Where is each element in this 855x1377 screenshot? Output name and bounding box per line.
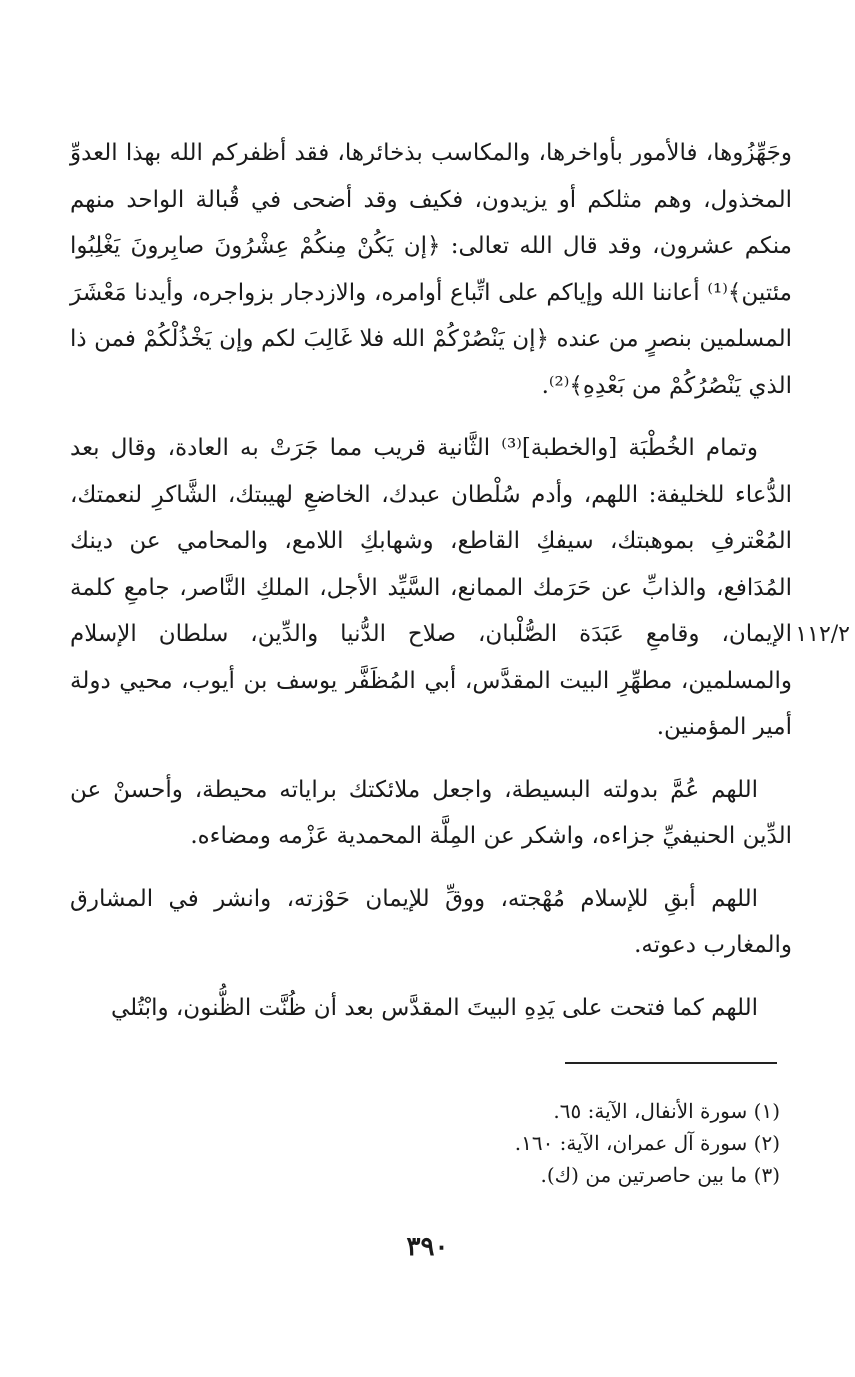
paragraph-2: وتمام الخُطْبَة [والخطبة]⁽³⁾ الثَّانية قريب مما جَرَتْ به العادة، وقال بعد الدُّعاء للخليفة: اللهم، وأدم سُلْطان عبدك، الخاضعِ لهيبتك، الشَّاكرِ لنعمتك، المُعْترفِ بموهبتك، سيفكِ القاطع، وشهابكِ اللامع، والمحامي عن دينك المُدَافع، والذابِّ عن حَرَمك الممانع، السَّيِّد الأجل، الملكِ النَّاصر، جامعِ كلمة الإيمان، وقامعِ عَبَدَة الصُّلْبان، صلاح الدُّنيا والدِّين، سلطان الإسلام والمسلمين، مطهِّرِ البيت المقدَّس، أبي المُظَفَّر يوسف بن أيوب، محيي دولة أمير المؤمنين.	[70, 435, 792, 740]
footnote-2: (٢) سورة آل عمران، الآية: ١٦٠.	[514, 1131, 780, 1155]
footnote-3: (٣) ما بين حاصرتين من (ك).	[540, 1163, 780, 1187]
main-text	[70, 130, 792, 1047]
footnotes	[100, 1095, 780, 1191]
paragraph-1: وجَهِّزُوها، فالأمور بأواخرها، والمكاسب بذخائرها، فقد أظفركم الله بهذا العدوِّ المخذول، وهم مثلكم أو يزيدون، فكيف وقد أضحى في قُبالة الواحد منهم منكم عشرون، وقد قال الله تعالى: ﴿إن يَكُنْ مِنكُمْ عِشْرُونَ صابِرونَ يَغْلِبُوا مئتين﴾⁽¹⁾ أعاننا الله وإياكم على اتِّباع أوامره، والازدجار بزواجره، وأيدنا مَعْشَرَ المسلمين بنصرٍ من عنده ﴿إن يَنْصُرْكُمْ الله فلا غَالِبَ لكم وإن يَخْذُلْكُمْ فمن ذا الذي يَنْصُرُكُمْ من بَعْدِهِ﴾⁽²⁾.	[70, 140, 792, 399]
margin-volume-page-note: ١١٢/٢	[795, 622, 850, 647]
page-number: ٣٩٠	[406, 1232, 449, 1262]
paragraph-3: اللهم عُمَّ بدولته البسيطة، واجعل ملائكتك براياته محيطة، وأحسنْ عن الدِّين الحنيفيِّ جزاءه، واشكر عن المِلَّة المحمدية عَزْمه ومضاءه.	[70, 776, 792, 849]
footnote-separator	[565, 1062, 777, 1064]
paragraph-5: اللهم كما فتحت على يَدِهِ البيتَ المقدَّس بعد أن ظُنَّت الظُّنون، وابْتُلي	[110, 994, 758, 1021]
paragraph-4: اللهم أبقِ للإسلام مُهْجته، ووقِّ للإيمان حَوْزته، وانشر في المشارق والمغارب دعوته.	[70, 885, 792, 958]
footnote-1: (١) سورة الأنفال، الآية: ٦٥.	[553, 1099, 780, 1123]
